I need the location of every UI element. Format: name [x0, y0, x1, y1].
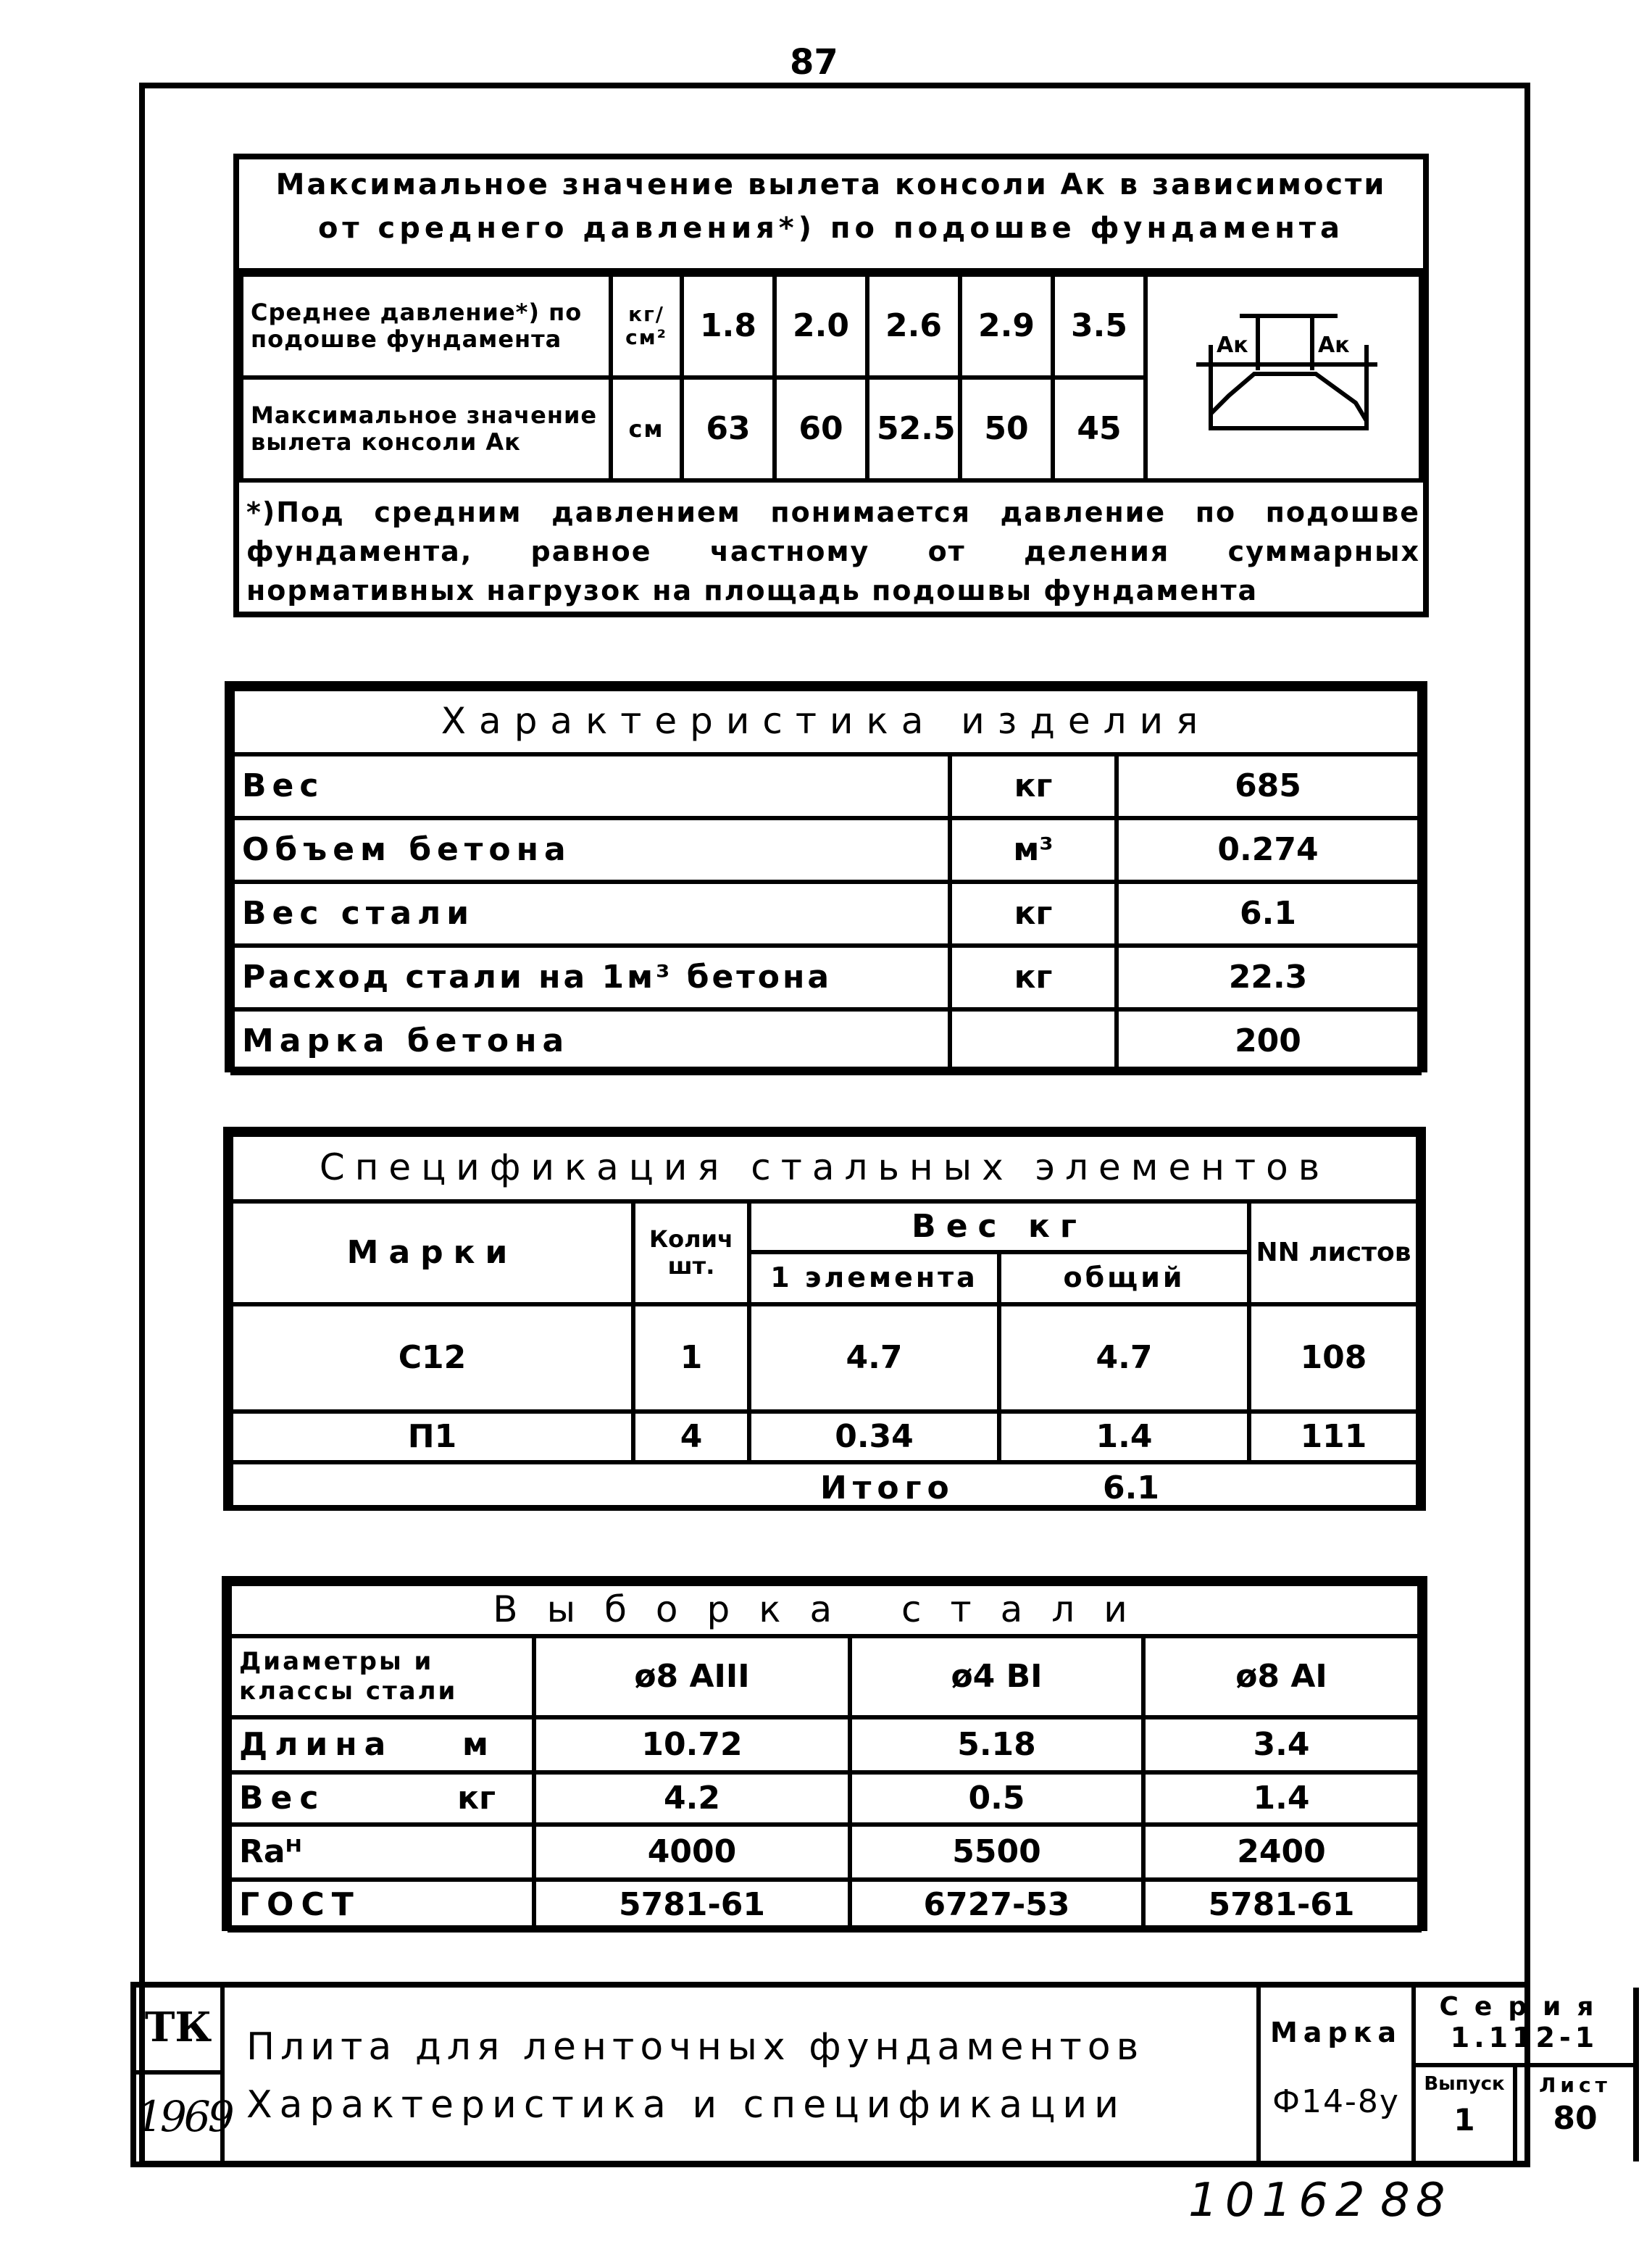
pressure-row: [241, 275, 1421, 378]
characteristics-row: [233, 946, 1419, 1009]
series-label: Серия: [1439, 1992, 1610, 2022]
row-unit: кг: [457, 1779, 496, 1817]
cantilever-value: 50: [960, 378, 1053, 480]
selection-value: 2400: [1143, 1825, 1419, 1880]
product-characteristics-table: [225, 681, 1427, 1072]
mark-cell: [1261, 1988, 1416, 2161]
spec-total: 1.4: [999, 1412, 1249, 1462]
col-header-weight: Вес кг: [749, 1201, 1249, 1252]
org-cell: [130, 1988, 225, 2075]
issue-cell: [1416, 2067, 1517, 2161]
drawing-title-cell: [225, 1988, 1261, 2161]
cantilever-value: 45: [1053, 378, 1146, 480]
cantilever-value: 60: [775, 378, 867, 480]
year-cell: [130, 2075, 232, 2161]
selection-value: 5.18: [850, 1717, 1143, 1772]
col-header-total: общий: [999, 1252, 1249, 1304]
steel-selection-row: [230, 1717, 1419, 1772]
spec-total-label: Итого: [820, 1469, 955, 1506]
pressure-value: 1.8: [682, 275, 775, 378]
steel-spec-table: [223, 1127, 1426, 1511]
cantilever-label-left: Ак: [1217, 333, 1248, 358]
mark-value: Ф14-8у: [1272, 2083, 1400, 2120]
spec-qty: 1: [633, 1304, 749, 1412]
issue-label: Выпуск: [1424, 2073, 1505, 2095]
pressure-value: 2.0: [775, 275, 867, 378]
selection-value: 10.72: [534, 1717, 850, 1772]
sheet-label: Лист: [1539, 2073, 1611, 2097]
archive-number: 10162: [1188, 2174, 1372, 2227]
cantilever-unit: см: [611, 378, 682, 480]
year: 1969: [136, 2092, 232, 2141]
char-value: 22.3: [1117, 946, 1419, 1009]
selection-value: 5781-61: [534, 1880, 850, 1930]
spec-sheet: 108: [1249, 1304, 1418, 1412]
col-header-marks: Марки: [231, 1201, 633, 1304]
spec-per-element: 4.7: [749, 1304, 999, 1412]
cantilever-title-line1: Максимальное значение вылета консоли Ак в зависимости: [275, 168, 1387, 201]
spec-total-value: 6.1: [1103, 1469, 1159, 1506]
archive-page-number: 88: [1380, 2174, 1451, 2227]
char-unit: кг: [950, 946, 1117, 1009]
char-label: Объем бетона: [233, 818, 950, 882]
characteristics-row: [233, 754, 1419, 818]
characteristics-row: [233, 882, 1419, 946]
steel-class-header: ø8 AIII: [534, 1636, 850, 1717]
char-label: Вес стали: [233, 882, 950, 946]
series-value: 1.112-1: [1450, 2022, 1599, 2054]
row-label: Raᴴ: [239, 1833, 302, 1870]
selection-value: 1.4: [1143, 1772, 1419, 1825]
steel-selection-row: [230, 1772, 1419, 1825]
pressure-unit: кг/см²: [611, 275, 682, 378]
pressure-value: 2.9: [960, 275, 1053, 378]
pressure-cantilever-grid: [239, 272, 1423, 483]
steel-spec-title: Спецификация стальных элементов: [231, 1135, 1418, 1201]
cantilever-label: Максимальное значение вылета консоли Ак: [241, 378, 611, 480]
char-value: 685: [1117, 754, 1419, 818]
cantilever-value: 63: [682, 378, 775, 480]
spec-mark: П1: [231, 1412, 633, 1462]
char-unit: кг: [950, 882, 1117, 946]
characteristics-row: [233, 818, 1419, 882]
sheet-value: 80: [1553, 2100, 1598, 2137]
steel-spec-total-row: [231, 1462, 1418, 1507]
row-label: Длина: [239, 1725, 393, 1763]
pressure-value: 2.6: [867, 275, 960, 378]
steel-selection-title: Выборка стали: [230, 1584, 1419, 1636]
char-value: 0.274: [1117, 818, 1419, 882]
footnote: *)Под средним давлением понимается давление по подошве фундамента, равное частному от деления суммарных нормативных нагрузок на площадь подошвы фундамента: [246, 496, 1420, 606]
char-unit: [950, 1009, 1117, 1073]
pressure-label: Среднее давление*) по подошве фундамента: [241, 275, 611, 378]
spec-per-element: 0.34: [749, 1412, 999, 1462]
steel-spec-row: [231, 1304, 1418, 1412]
org-code: ТК: [144, 2004, 212, 2051]
diameter-class-label: Диаметры и классы стали: [230, 1636, 534, 1717]
col-header-qty: Колич шт.: [633, 1201, 749, 1304]
steel-selection-row: [230, 1880, 1419, 1930]
spec-total: 4.7: [999, 1304, 1249, 1412]
char-label: Марка бетона: [233, 1009, 950, 1073]
char-value: 6.1: [1117, 882, 1419, 946]
issue-value: 1: [1453, 2102, 1475, 2138]
char-unit: м³: [950, 818, 1117, 882]
col-header-sheets: NN листов: [1249, 1201, 1418, 1304]
cantilever-title-line2: от среднего давления*) по подошве фундамента: [317, 212, 1345, 245]
cantilever-title: [239, 159, 1423, 272]
steel-class-header: ø4 BI: [850, 1636, 1143, 1717]
selection-value: 5500: [850, 1825, 1143, 1880]
drawing-title-line1: Плита для ленточных фундаментов: [246, 2025, 1145, 2069]
foundation-section-diagram-icon: [1175, 294, 1392, 461]
mark-label: Марка: [1269, 2017, 1403, 2048]
row-unit: м: [462, 1725, 488, 1763]
sheet-cell: [1517, 2067, 1639, 2161]
char-value: 200: [1117, 1009, 1419, 1073]
char-unit: кг: [950, 754, 1117, 818]
spec-mark: С12: [231, 1304, 633, 1412]
row-label: Вес: [239, 1779, 326, 1817]
steel-selection-row: [230, 1825, 1419, 1880]
drawing-title-line2: Характеристика и спецификации: [246, 2083, 1126, 2127]
col-header-per-element: 1 элемента: [749, 1252, 999, 1304]
row-label: ГОСТ: [239, 1885, 361, 1923]
spec-sheet: 111: [1249, 1412, 1418, 1462]
pressure-value: 3.5: [1053, 275, 1146, 378]
steel-selection-table: [222, 1576, 1427, 1931]
selection-value: 3.4: [1143, 1717, 1419, 1772]
selection-value: 0.5: [850, 1772, 1143, 1825]
selection-value: 4.2: [534, 1772, 850, 1825]
steel-spec-row: [231, 1412, 1418, 1462]
spec-qty: 4: [633, 1412, 749, 1462]
series-content: [1416, 1988, 1639, 2067]
selection-value: 6727-53: [850, 1880, 1143, 1930]
characteristics-title: Характеристика изделия: [233, 689, 1419, 754]
selection-value: 4000: [534, 1825, 850, 1880]
selection-value: 5781-61: [1143, 1880, 1419, 1930]
characteristics-row: [233, 1009, 1419, 1073]
cantilever-value: 52.5: [867, 378, 960, 480]
title-block: [130, 1982, 1611, 2167]
char-label: Вес: [233, 754, 950, 818]
page-number-top: 87: [790, 42, 838, 83]
cantilever-table: [233, 154, 1429, 617]
cantilever-diagram-cell: [1146, 275, 1421, 480]
steel-class-header: ø8 AI: [1143, 1636, 1419, 1717]
cantilever-label-right: Ак: [1318, 333, 1350, 358]
char-label: Расход стали на 1м³ бетона: [233, 946, 950, 1009]
